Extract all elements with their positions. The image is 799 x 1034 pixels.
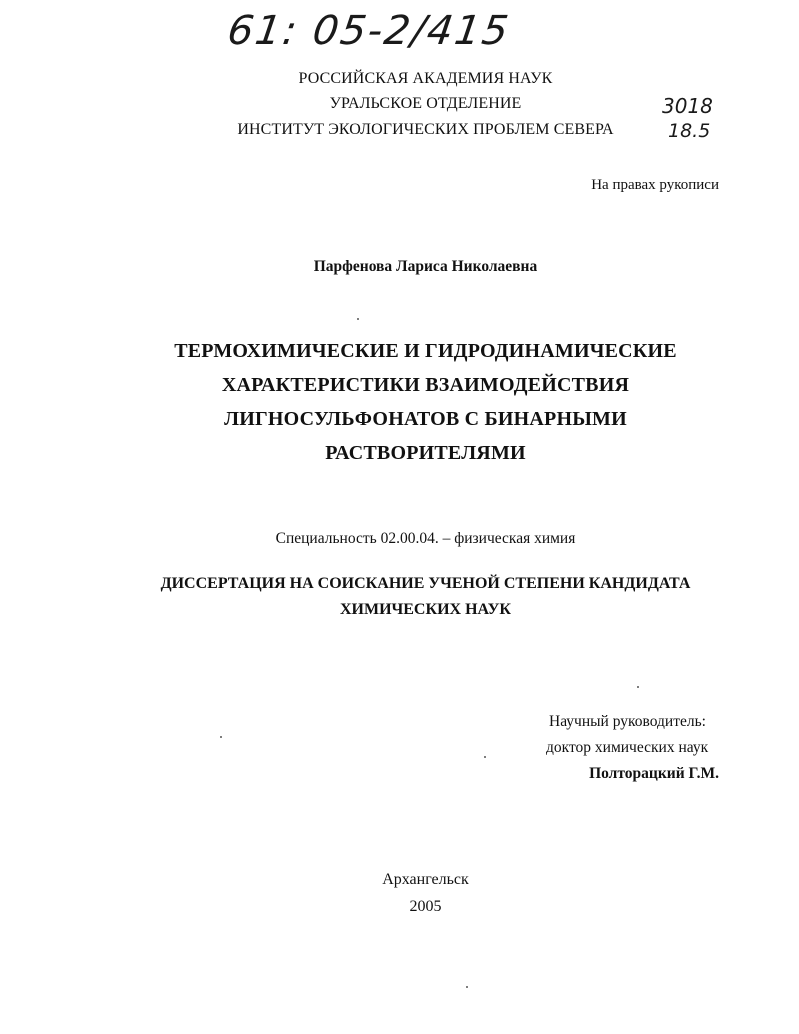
scan-speck xyxy=(637,686,639,688)
title-line-4: РАСТВОРИТЕЛЯМИ xyxy=(325,442,526,464)
specialty: Специальность 02.00.04. – физическая химия xyxy=(275,530,576,547)
title-line-2: ХАРАКТЕРИСТИКИ ВЗАИМОДЕЙСТВИЯ xyxy=(221,374,630,396)
title-line-3: ЛИГНОСУЛЬФОНАТОВ С БИНАРНЫМИ xyxy=(224,408,627,430)
margin-note-bottom: 18.5 xyxy=(668,120,711,142)
supervisor-rank: доктор химических наук xyxy=(546,739,709,756)
city: Архангельск xyxy=(382,871,469,888)
degree-line-2: ХИМИЧЕСКИХ НАУК xyxy=(339,601,512,618)
supervisor-name: Полторацкий Г.М. xyxy=(589,765,719,782)
archive-mark: 61: 05-2/415 xyxy=(224,8,513,54)
author-name: Парфенова Лариса Николаевна xyxy=(313,258,538,275)
rights-note: На правах рукописи xyxy=(591,177,719,193)
institution-line-1: РОССИЙСКАЯ АКАДЕМИЯ НАУК xyxy=(298,70,553,87)
degree-line-1: ДИССЕРТАЦИЯ НА СОИСКАНИЕ УЧЕНОЙ СТЕПЕНИ КАНДИДАТА xyxy=(160,575,691,592)
supervisor-label: Научный руководитель: xyxy=(549,713,706,730)
scan-speck xyxy=(466,986,468,988)
title-line-1: ТЕРМОХИМИЧЕСКИЕ И ГИДРОДИНАМИЧЕСКИЕ xyxy=(174,340,677,362)
scan-speck xyxy=(484,756,486,758)
institution-line-3: ИНСТИТУТ ЭКОЛОГИЧЕСКИХ ПРОБЛЕМ СЕВЕРА xyxy=(237,121,614,138)
scan-speck xyxy=(357,318,359,320)
scan-speck xyxy=(220,736,222,738)
margin-note-top: 3018 xyxy=(662,94,713,118)
institution-line-2: УРАЛЬСКОЕ ОТДЕЛЕНИЕ xyxy=(329,95,522,112)
year: 2005 xyxy=(409,898,442,915)
